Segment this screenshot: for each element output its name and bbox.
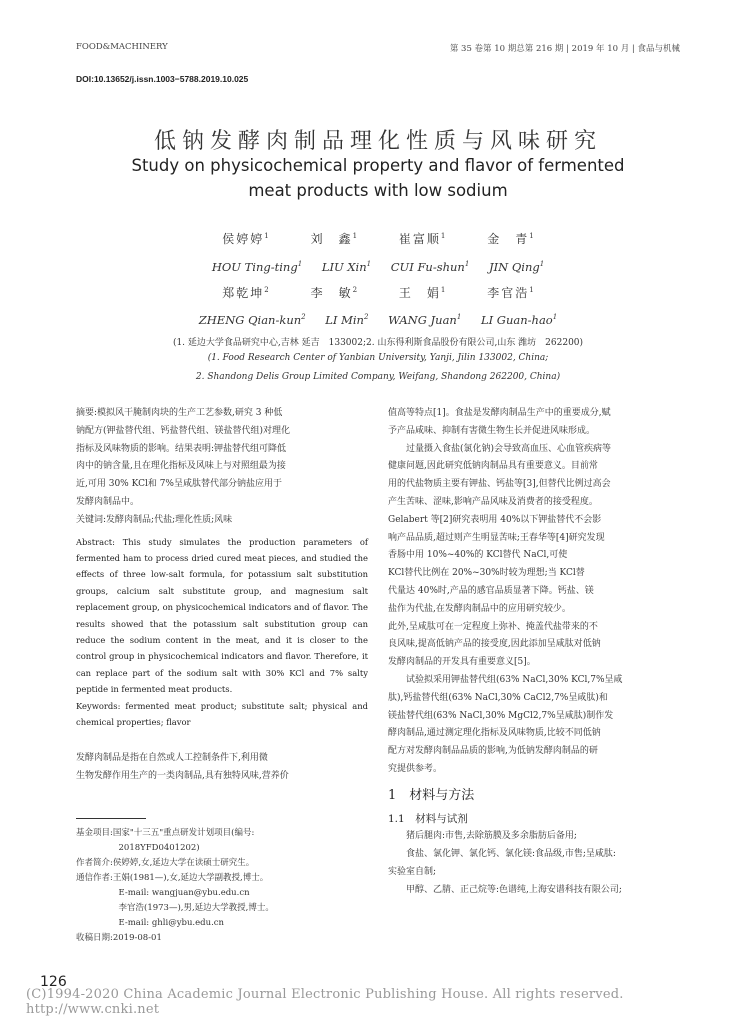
left-column [76,405,368,786]
title-en [0,153,756,203]
author-en: HOU Ting-ting$^1$ [211,260,303,274]
author-en: CUI Fu-shun$^1$ [390,260,470,274]
intro-paragraph: 发酵肉制品是指在自然或人工控制条件下,利用微 生物发酵作用生产的一类肉制品,具有独特风味,营养价 [76,753,289,782]
intro-continued: 值高等特点[1]。食盐是发酵肉制品生产中的重要成分,赋 予产品咸味、抑制有害微生物生长并促进风味形成。 过量摄入食盐(氯化钠)会导致高血压、心血管疾病等 健康问题,因此研究低钠肉制品具有重要意义。目前常 用的代盐物质主要有钾盐、钙盐等[3],但替代比例过高会 产生苦味、涩味,影响产品风味及消费者的接受程度。 Gelabert 等[2]研究表明用 40%以下钾盐替代不会影 响产品品质,超过则产生明显苦味;王春华等[4]研究发现 香肠中用 10%~40%的 KCl替代 NaCl,可使 KCl替代比例在 20%~30%时较为理想;当 KCl替 代量达 40%时,产品的感官品质显著下降。钙盐、镁 盐作为代盐,在发酵肉制品中的应用研究较少。 此外,呈咸肽可在一定程度上弥补、掩盖代盐带来的不 良风味,提高低钠产品的接受度,因此添加呈咸肽对低钠 发酵肉制品的开发具有重要意义[5]。 试验拟采用钾盐替代组(63% NaCl,30% KCl,7%呈咸 肽),钙盐替代组(63% NaCl,30% CaCl2,7%呈咸肽)和 镁盐替代组(63% NaCl,30% MgCl2,7%呈咸肽)制作发 酵肉制品,通过测定理化指标及风味物质,比较不同低钠 配方对发酵肉制品品质的影响,为低钠发酵肉制品的研 究提供参考。 [388,408,623,774]
author-en: LI Min$^2$ [325,313,369,327]
author-cn: 李 敏$^2$ [310,286,358,300]
abstract-en: Abstract: This study simulates the production parameters of fermented ham to process dried cured meat pieces, and studied the effects of three low-salt formula, for potassium salt substitution groups, calcium salt substitute group, and magnesium salt replacement group, on physicochemical indicators and of flavor. The results showed that the potassium salt substitution group can reduce the sodium content in the meat, and it is closer to the control group in physicochemical indicators and flavor. Therefore, it can replace part of the sodium salt with 30% KCl and 7% salty peptide in fermented meat products. [76,536,368,695]
subsection-heading: 1.1 材料与试剂 [388,812,468,825]
author-cn: 崔富顺$^1$ [398,232,446,246]
affiliation-en-2: 2. Shandong Delis Group Limited Company, Weifang, Shandong 262200, China) [195,372,561,382]
footnote-rule [76,818,146,819]
title-en-line2: meat products with low sodium [248,181,508,200]
title-cn: 低钠发酵肉制品理化性质与风味研究 [153,129,602,154]
keywords-cn: 关键词:发酵肉制品;代盐;理化性质;风味 [76,514,233,525]
copyright-watermark: (C)1994-2020 China Academic Journal Electronic Publishing House. All rights reserved. http://www.cnki.net [26,987,637,1017]
author-en: JIN Qing$^1$ [488,260,545,274]
author-en: ZHENG Qian-kun$^2$ [198,313,306,327]
author-cn: 李官浩$^1$ [487,286,534,300]
author-en: WANG Juan$^1$ [388,313,462,327]
author-en: LI Guan-hao$^1$ [480,313,558,327]
page-number: 126 [40,974,67,990]
authors-cn-row1 [0,230,756,247]
authors-en-row1 [0,260,756,274]
authors-cn-row2 [0,284,756,301]
author-en: LIU Xin$^1$ [321,260,372,274]
journal-issue-info: 第 35 卷第 10 期总第 216 期 | 2019 年 10 月 | 食品与机械 [449,44,680,54]
doi: DOI:10.13652/j.issn.1003−5788.2019.10.025 [76,74,249,84]
abstract-cn: 摘要:模拟风干腌制肉块的生产工艺参数,研究 3 种低 钠配方(钾盐替代组、钙盐替代组、镁盐替代组)对理化 指标及风味物质的影响。结果表明:钾盐替代组可降低 肉中的钠含量,且在理化指标及风味上与对照组最为接 近,可用 30% KCl和 7%呈咸肽替代部分钠盐应用于 发酵肉制品中。 [76,408,291,507]
author-cn: 侯婷婷$^1$ [222,232,269,246]
right-column [388,405,680,900]
author-cn: 郑乾坤$^2$ [222,286,269,300]
affiliation-en-1: (1. Food Research Center of Yanbian University, Yanji, Jilin 133002, China; [207,353,549,363]
section-heading: 1 材料与方法 [388,787,475,803]
author-cn: 金 青$^1$ [487,232,534,246]
title-en-line1: Study on physicochemical property and flavor of fermented [131,156,625,175]
author-cn: 王 娟$^1$ [398,286,446,300]
author-cn: 刘 鑫$^1$ [310,232,358,246]
authors-en-row2 [0,313,756,327]
affiliation-cn: (1. 延边大学食品研究中心,吉林 延吉 133002;2. 山东得利斯食品股份有限公司,山东 潍坊 262200) [172,338,584,348]
keywords-en: Keywords: fermented meat product; substitute salt; physical and chemical properties; flavor [76,700,368,728]
materials-list: 猪后腿肉:市售,去除筋膜及多余脂肪后备用; 食盐、氯化钾、氯化钙、氯化镁:食品级,市售;呈咸肽: 实验室自制; 甲醇、乙腈、正己烷等:色谱纯,上海安谱科技有限公司; [388,831,622,895]
journal-name: FOOD&MACHINERY [76,42,168,52]
footnotes: 基金项目:国家"十三五"重点研发计划项目(编号: 2018YFD0401202) 作者简介:侯婷婷,女,延边大学在读硕士研究生。 通信作者:王娟(1981—),女,延边大学副教授,博士。 E-mail: wangjuan@ybu.edu.cn 李官浩(1973—),男,延边大学教授,博士。 E-mail: ghli@ybu.edu.cn 收稿日期:2019-08-01 [76,828,274,943]
